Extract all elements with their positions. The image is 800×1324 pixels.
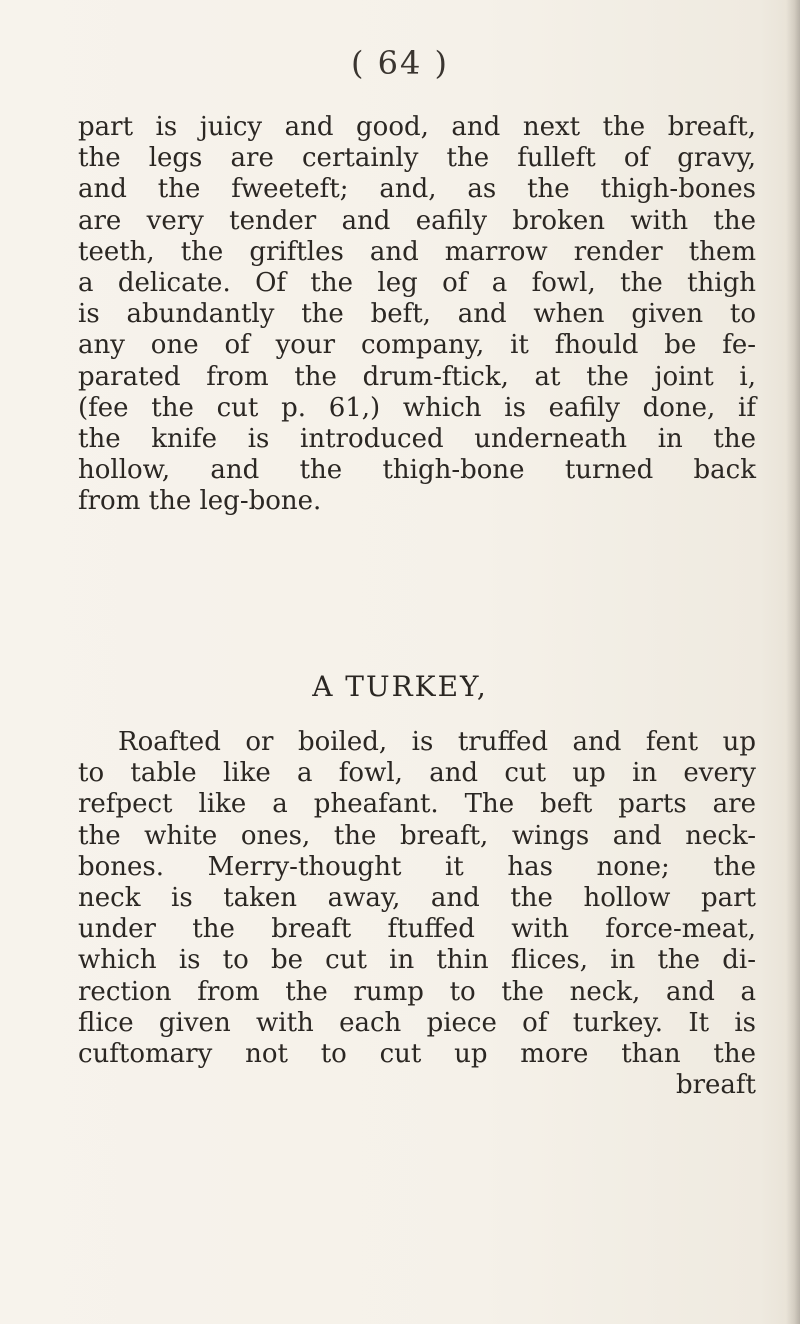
text-line: rection from the rump to the neck, and a <box>78 976 756 1007</box>
text-line: and the fweeteft; and, as the thigh-bones <box>78 174 756 205</box>
text-line: to table like a fowl, and cut up in every <box>78 758 756 789</box>
text-line: a delicate. Of the leg of a fowl, the thigh <box>78 267 756 298</box>
text-line: under the breaft ftuffed with force-meat, <box>78 914 756 945</box>
text-line: which is to be cut in thin flices, in the di- <box>78 945 756 976</box>
text-line: the knife is introduced underneath in the <box>78 423 756 454</box>
text-line: the white ones, the breaft, wings and neck- <box>78 820 756 851</box>
catchword: breaft <box>675 1070 756 1101</box>
section-heading: A TURKEY, <box>312 670 488 703</box>
text-line: from the leg-bone. <box>78 486 322 517</box>
text-line: bones. Merry-thought it has none; the <box>78 851 756 882</box>
text-line: part is juicy and good, and next the breaft, <box>78 112 756 142</box>
text-line: parated from the drum-ftick, at the joint i, <box>78 361 756 392</box>
text-line: (fee the cut p. 61,) which is eafily done, if <box>78 392 756 423</box>
text-line: hollow, and the thigh-bone turned back <box>78 455 756 486</box>
text-line: flice given with each piece of turkey. It is <box>78 1007 756 1038</box>
text-line: are very tender and eafily broken with the <box>78 205 756 236</box>
text-line: neck is taken away, and the hollow part <box>78 882 756 913</box>
text-line: Roafted or boiled, is truffed and fent up <box>118 727 756 757</box>
text-line: refpect like a pheafant. The beft parts are <box>78 789 756 820</box>
text-line: teeth, the griftles and marrow render them <box>78 236 756 267</box>
paragraph-turkey <box>78 727 756 1101</box>
paragraph-fowl <box>78 112 756 517</box>
page-number: ( 64 ) <box>350 44 450 82</box>
text-line: is abundantly the beft, and when given to <box>78 299 756 330</box>
page-edge-shadow <box>786 0 800 1324</box>
text-line: cuftomary not to cut up more than the <box>78 1038 756 1069</box>
text-line: any one of your company, it fhould be fe- <box>78 330 756 361</box>
text-line: the legs are certainly the fulleft of gravy, <box>78 143 756 174</box>
